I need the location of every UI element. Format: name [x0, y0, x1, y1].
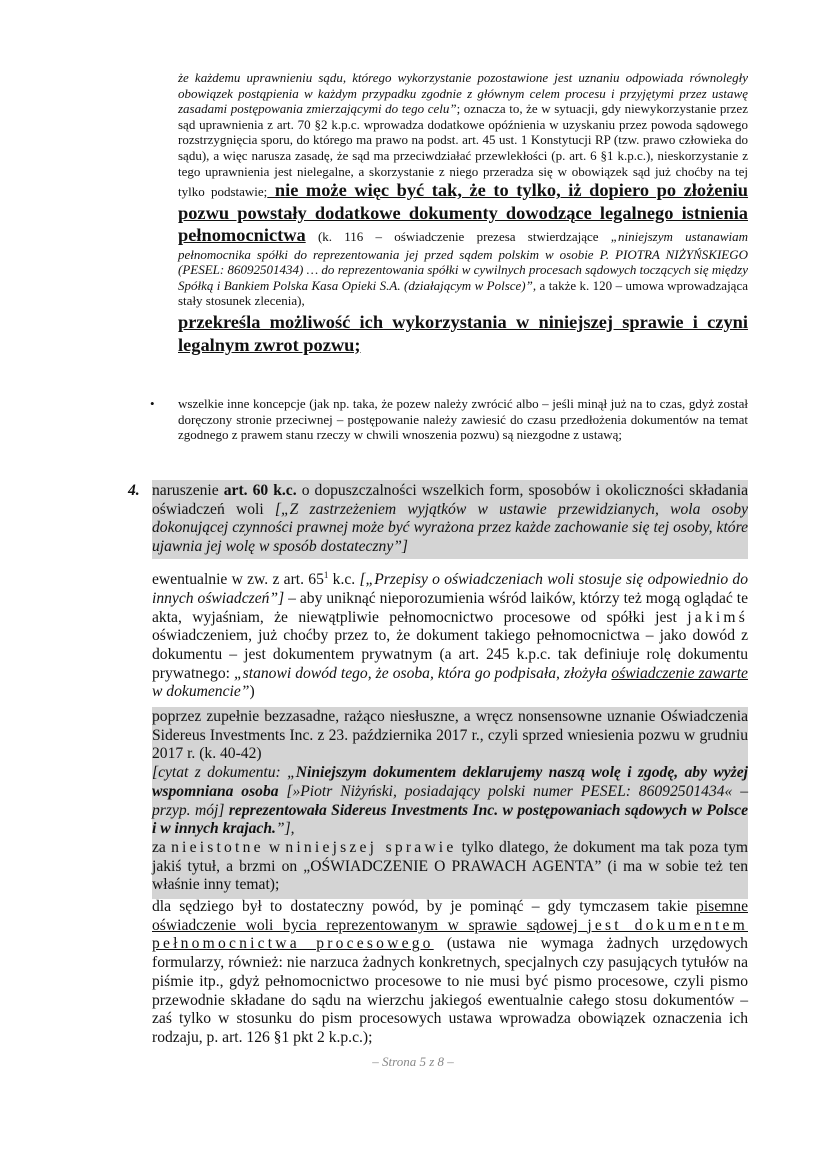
underlined-spaced-text: jest dokumentem pełnomocnictwa procesowego [152, 916, 748, 953]
quote-bold: Niniejszym dokumentem deklarujemy naszą wolę i zgodę, aby wyżej wspomniana osoba [152, 764, 748, 800]
emphasis-conclusion: przekreśla możliwość ich wykorzystania w niniejszej sprawie i czyni legalnym zwrot pozwu; [178, 312, 748, 355]
paragraph-court-duty [178, 70, 748, 356]
body-text: oświadczeniem, już choćby przez to, że dokument takiego pełnomocnictwa – jako dowód z dokumentu – jest dokumentem prywatnym (a art. 245 k.p.c. tak definiuje rolę dokumentu prywatnego: [152, 627, 748, 682]
bullet-text: wszelkie inne koncepcje (jak np. taka, że pozew należy zwrócić albo – jeśli minął już na to czas, gdyż został doręczony stronie przeciwnej – postępowanie należy zawiesić do czasu przedłożenia dokumentów na temat zgodnego z prawem stanu rzeczy w chwili wnoszenia pozwu) są niezgodne z ustawą; [178, 396, 748, 443]
paragraph-conclusion [152, 898, 748, 1048]
item-number: 4. [128, 482, 140, 499]
body-text: za [152, 838, 172, 856]
spaced-text: sprawie [377, 838, 457, 856]
paragraph-sidereus [152, 707, 748, 899]
quote-text: [»Piotr Niżyński, posiadający polski numer PESEL: 86092501434« – przyp. mój] [152, 782, 748, 819]
item-4-heading [152, 480, 748, 559]
body-text: (k. 116 – oświadczenie prezesa stwierdzające [305, 229, 611, 245]
article-reference: art. 60 k.c. [223, 482, 297, 499]
body-text: dla sędziego był to dostateczny powód, by je pominąć – gdy tymczasem takie [152, 898, 697, 915]
quote-text: „niniejszym ustanawiam pełnomocnika spółki do reprezentowania jej przed sądem polskim w osobie P. PIOTRA NIŻYŃSKIEGO (PESEL: 86092501434) … do reprezentowania spółki w cywilnych procesach sądowych toczących się między Spółką i Bankiem Polska Kasa Opieki S.A. (działającym w Polsce)” [178, 229, 748, 293]
quote-text: [„Przepisy o oświadczeniach woli stosuje się odpowiednio do innych oświadczeń”] [152, 571, 749, 607]
quote-text: [„Z zastrzeżeniem wyjątków w ustawie przewidzianych, wola osoby dokonującej czynności prawnej może być wyrażona przez każde zachowanie się tej osoby, które ujawnia jej wolę w sposób dostateczny”] [152, 500, 748, 556]
spaced-text: niniejszej [285, 838, 378, 856]
quote-text: w dokumencie” [152, 683, 250, 701]
underlined-text: pisemne oświadczenie woli bycia reprezentowanym w sprawie sądowej [152, 898, 748, 934]
quote-text: ”], [275, 820, 295, 838]
quote-text: że każdemu uprawnieniu sądu, którego wykorzystanie pozostawione jest uznaniu odpowiada równoległy obowiązek postąpienia w każdym przypadku zgodnie z głównym celem procesu i przyjętymi przez ustawę zasadami postępowania zmierzającymi do tego celu” [178, 70, 748, 117]
body-text: naruszenie [152, 482, 224, 499]
spaced-text: jakimś [687, 608, 748, 626]
body-text: o dopuszczalności wszelkich form, sposobów i okoliczności składania oświadczeń woli [152, 482, 749, 518]
body-text: ; oznacza to, że w sytuacji, gdy niewykorzystanie przez sąd uprawnienia z art. 70 §2 k.p.c. wprowadza dodatkowe opóźnienia w uzyskaniu przez powoda sądowego rozstrzygnięcia sporu, do którego ma prawo na podst. art. 45 ust. 1 Konstytucji RP (tzw. prawo człowieka do sądu), a więc narusza zasadę, że sąd ma przeciwdziałać przewlekłości (p. art. 6 §1 k.p.c.), nieskorzystanie z tego uprawnienia jest nielegalne, a skorzystanie z niego przeradza się w obowiązek sąd już choćby na tej tylko podstawie; [178, 101, 748, 200]
underlined-quote: oświadczenie zawarte [611, 664, 748, 682]
spaced-text: nieistotne [171, 838, 264, 856]
body-text: k.c. [328, 571, 360, 589]
quote-text: [cytat z dokumentu: „ [152, 764, 296, 782]
body-text: tylko dlatego, że dokument ma tak poza tym jakiś tytuł, a brzmi on „OŚWIADCZENIE O PRAWACH AGENTA” (i ma w sobie też ten właśnie inny temat); [152, 838, 749, 894]
body-text: poprzez zupełnie bezzasadne, rażąco niesłuszne, a wręcz nonsensowne uznanie Oświadczenia Sidereus Investments Inc. z 23. października 2017 r., czyli sprzed wniesienia pozwu w grudniu 2017 r. (k. 40-42) [152, 708, 748, 763]
emphasis-text: nie może więc być tak, że to tylko, iż dopiero po złożeniu pozwu powstały dodatkowe dokumenty dowodzące legalnego istnienia pełnomocnictwa [178, 180, 749, 246]
body-text: w [263, 838, 286, 856]
paragraph-art-65 [152, 566, 748, 702]
quote-bold: reprezentowała Sidereus Investments Inc. w postępowaniach sądowych w Polsce i w innych krajach. [152, 801, 748, 838]
body-text: (ustawa nie wymaga żadnych urzędowych formularzy, również: nie narzuca żadnych konkretnych, specjalnych czy pasujących tytułów na piśmie itp., gdyż pełnomocnictwo procesowe to nie musi być pismo procesowe, czyli pismo przewodnie składane do sądu na wierzchu jakiegoś ewentualnie całego stosu dokumentów – zaś tylko w stosunku do pism procesowych ustawa wprowadza obowiązek oznaczenia ich rodzaju, p. art. 126 §1 pkt 2 k.p.c.); [152, 935, 748, 1046]
quote-text: „stanowi dowód tego, że osoba, która go podpisała, złożyła [234, 664, 612, 682]
page-number: – Strona 5 z 8 – [372, 1054, 454, 1069]
bullet-icon: • [150, 396, 155, 411]
body-text: , a także k. 120 – umowa wprowadzająca stały stosunek zlecenia), [178, 277, 748, 309]
body-text: – aby uniknąć nieporozumienia wśród laików, którzy też mogą oglądać te akta, wyjaśniam, że niewątpliwie pełnomocnictwo procesowe od spółki jest [152, 589, 748, 626]
superscript: 1 [323, 570, 329, 580]
body-text: ) [249, 683, 255, 701]
body-text: ewentualnie w zw. z art. 65 [152, 571, 324, 589]
bullet-item [178, 396, 748, 443]
